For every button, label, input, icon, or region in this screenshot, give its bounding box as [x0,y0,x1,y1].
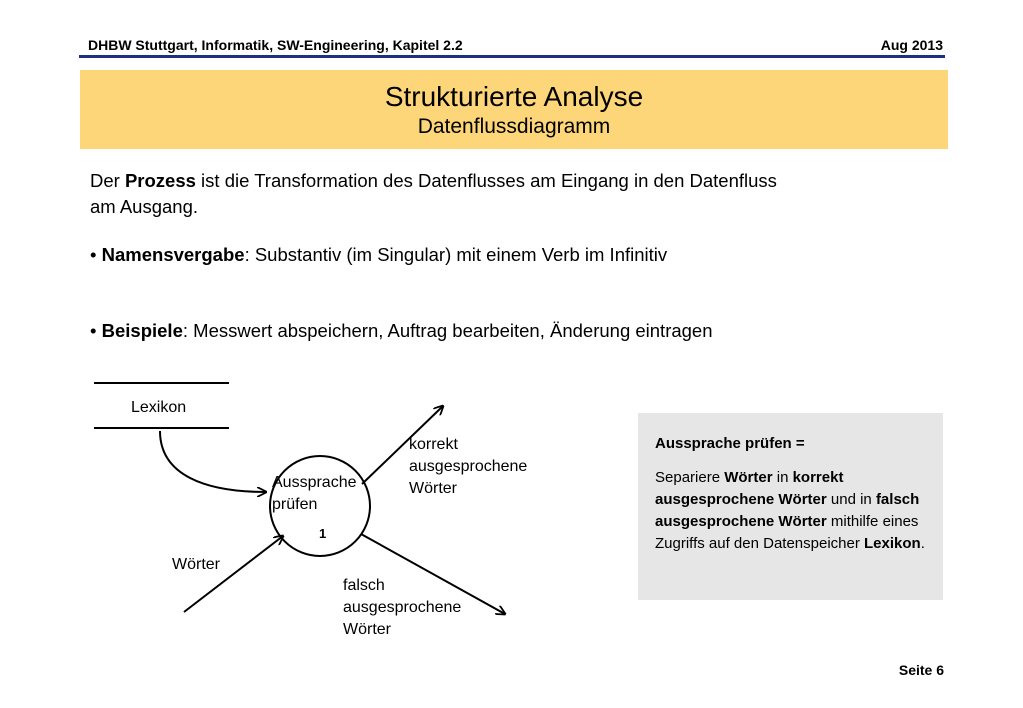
intro-line1: ist die Transformation des Datenflusses am Eingang in den Datenfluss [195,170,777,191]
definition-part: korrekt ausgesprochene Wörter [655,469,844,508]
wrong-output-label [343,575,461,641]
definition-part: Wörter [724,469,773,486]
definition-part: Separiere [655,469,725,486]
process-label-line1: Aussprache [272,474,357,491]
process-number: 1 [319,526,327,541]
bullet-marker: • [90,320,102,341]
wrong-output-line2: ausgesprochene [343,599,462,616]
page-number: Seite 6 [898,662,944,678]
definition-part: Lexikon [864,535,921,552]
process-label [272,472,357,516]
definition-part: falsch ausgesprochene Wörter [655,491,920,530]
bullet-naming-text: : Substantiv (im Singular) mit einem Verb im Infinitiv [244,244,668,265]
flow-lexikon-to-process [160,431,266,492]
definition-part: in [772,469,793,486]
slide-title: Strukturierte Analyse [384,81,644,112]
bullet-examples-keyword: Beispiele [101,320,183,341]
correct-output-label [409,434,527,500]
correct-output-line1: korrekt [409,436,458,453]
correct-output-line3: Wörter [409,480,457,497]
intro-pre: Der [90,170,125,191]
definition-part: und in [826,491,876,508]
intro-line2: am Ausgang. [90,196,198,217]
slide-subtitle: Datenflussdiagramm [417,115,611,138]
intro-keyword: Prozess [124,170,196,191]
wrong-output-line3: Wörter [343,621,391,638]
definition-text [655,467,937,555]
correct-output-line2: ausgesprochene [409,458,528,475]
datastore-label: Lexikon [131,399,187,416]
definition-part: mithilfe eines Zugriffs auf den Datenspeicher [655,513,919,552]
bullet-naming-keyword: Namensvergabe [101,244,245,265]
bullet-examples-text: : Messwert abspeichern, Auftrag bearbeiten, Änderung eintragen [182,320,713,341]
wrong-output-line1: falsch [343,577,385,594]
definition-part: . [920,535,925,552]
process-label-line2: prüfen [272,496,318,513]
input-flow-label: Wörter [172,556,220,573]
definition-title: Aussprache prüfen = [655,435,805,452]
header-date: Aug 2013 [880,37,943,53]
header-course-title: DHBW Stuttgart, Informatik, SW-Engineering, Kapitel 2.2 [88,37,463,53]
bullet-marker: • [90,244,102,265]
process-definition-box [638,413,943,600]
